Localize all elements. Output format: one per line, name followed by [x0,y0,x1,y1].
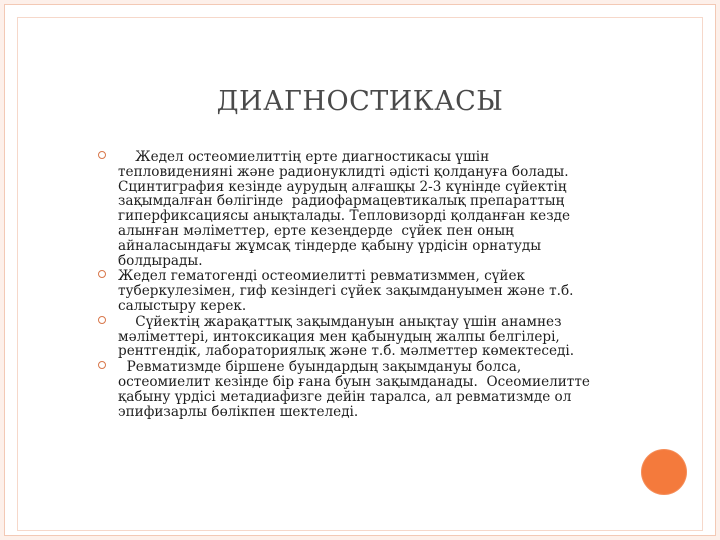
bullet-text: Жедел остеомиелиттің ерте диагностикасы үшін тепловидениянi және радионуклидті әдісті қолдануға болады. Сцинтиграфия кезінде аурудың алғашқы 2-3 күнінде сүйектің зақымдалған бөлігінде радиофармацевтикалық препараттың гиперфиксациясы анықталады. Тепловизорді қолданған кезде алынған мәліметтер, ерте кезеңдерде сүйек пен оның айналасындағы жұмсақ тіндерде қабыну үрдісін орнатуды болдырады. [118,149,571,269]
bullet-circle-icon [98,151,106,159]
bullet-text: Сүйектің жарақаттық зақымдануын анықтау үшін анамнез мәліметтері, интоксикация мен қабынудың жалпы белгілері, рентгендік, лабораториялық және т.б. мәлметтер көмектеседі. [118,313,575,360]
bullet-item-differential-diagnosis [118,269,688,313]
bullet-item-rheumatism [118,360,688,419]
bullet-list [118,150,688,419]
bullet-item-trauma [118,315,688,359]
decorative-orange-circle [641,449,687,495]
bullet-text: Ревматизмде біршене буындардың зақымдануы болса, остеомиелит кезінде бір ғана буын зақымданады. Осеомиелитте қабыну үрдісі метадиафизге дейін таралса, ал ревматизмде ол эпифизарлы бөлікпен шектеледі. [118,359,590,420]
slide-title: ДИАГНОСТИКАСЫ [216,86,504,117]
bullet-text: Жедел гематогенді остеомиелитті ревматизммен, сүйек туберкулезімен, гиф кезіндегі сүйек зақымдануымен және т.б. салыстыру керек. [118,268,574,314]
bullet-circle-icon [98,316,106,324]
bullet-item-early-diagnostics [118,150,688,268]
